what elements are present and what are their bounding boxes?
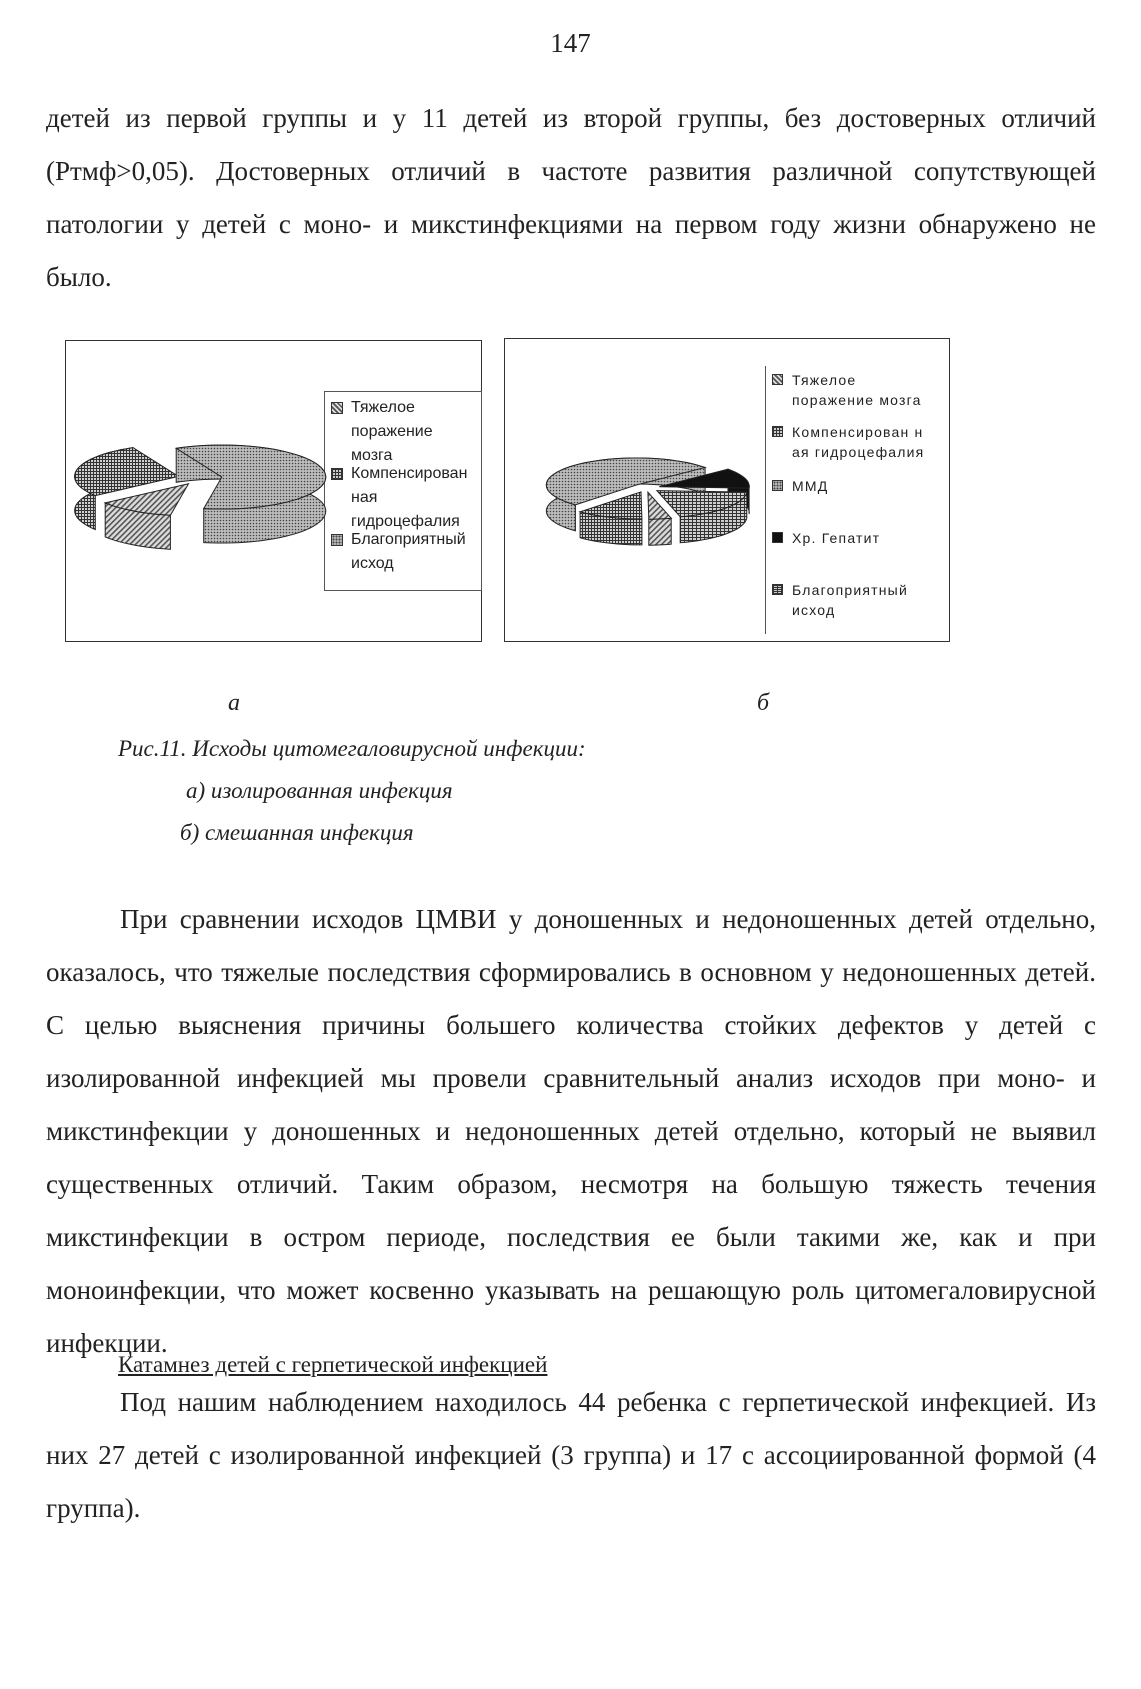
legend-label: гидроцефалия [351, 513, 460, 530]
legend-label: Благоприятный [351, 531, 466, 548]
legend-label: ММД [792, 478, 829, 494]
legend-label: ая гидроцефалия [792, 444, 925, 460]
page-number: 147 [550, 28, 591, 58]
legend-label: исход [792, 602, 836, 618]
pie-slice-a-3 [176, 445, 326, 543]
legend-label: Благоприятный [792, 582, 908, 598]
legend-label: исход [351, 555, 394, 572]
figure-caption-b: б) смешанная инфекция [180, 820, 414, 845]
legend-label: Тяжелое [792, 372, 857, 388]
paragraph-3: Под нашим наблюдением находилось 44 ребенка с герпетической инфекцией. Из них 27 детей с изолированной инфекцией (3 группа) и 17 с ассоциированной формой (4 группа). [46, 1387, 1096, 1523]
figure-caption-title: Рис.11. Исходы цитомегаловирусной инфекции: [118, 736, 586, 761]
pie-slice-a-1 [105, 484, 188, 550]
figure-caption-a: а) изолированная инфекция [186, 778, 453, 803]
paragraph-1: детей из первой группы и у 11 детей из второй группы, без достоверных отличий (Ртмф>0,05). Достоверных отличий в частоте развития различной сопутствующей патологии у детей с моно- и микстинфекциями на первом году жизни обнаружено не было. [46, 103, 1096, 292]
figure-label-b: б [757, 690, 770, 716]
legend-label: Хр. Гепатит [792, 530, 881, 546]
legend-label: ная [351, 489, 378, 506]
section-heading: Катамнез детей с герпетической инфекцией [118, 1352, 548, 1377]
legend-label: мозга [351, 447, 393, 464]
legend-label: Компенсирован [351, 465, 468, 482]
legend-label: поражение [351, 423, 433, 440]
legend-label: поражение мозга [792, 392, 922, 408]
legend-label: Компенсирован н [792, 424, 924, 440]
legend-label: Тяжелое [351, 399, 415, 416]
paragraph-2: При сравнении исходов ЦМВИ у доношенных и недоношенных детей отдельно, оказалось, что тяжелые последствия сформировались в основном у недоношенных детей. С целью выяснения причины большего количества стойких дефектов у детей с изолированной инфекцией мы провели сравнительный анализ исходов при моно- и микстинфекции у доношенных и недоношенных детей отдельно, который не выявил существенных отличий. Таким образом, несмотря на большую тяжесть течения микстинфекции в остром периоде, последствия ее были такими же, как и при моноинфекции, что может косвенно указывать на решающую роль цитомегаловирусной инфекции. [46, 904, 1096, 1358]
figure-label-a: а [228, 690, 240, 716]
